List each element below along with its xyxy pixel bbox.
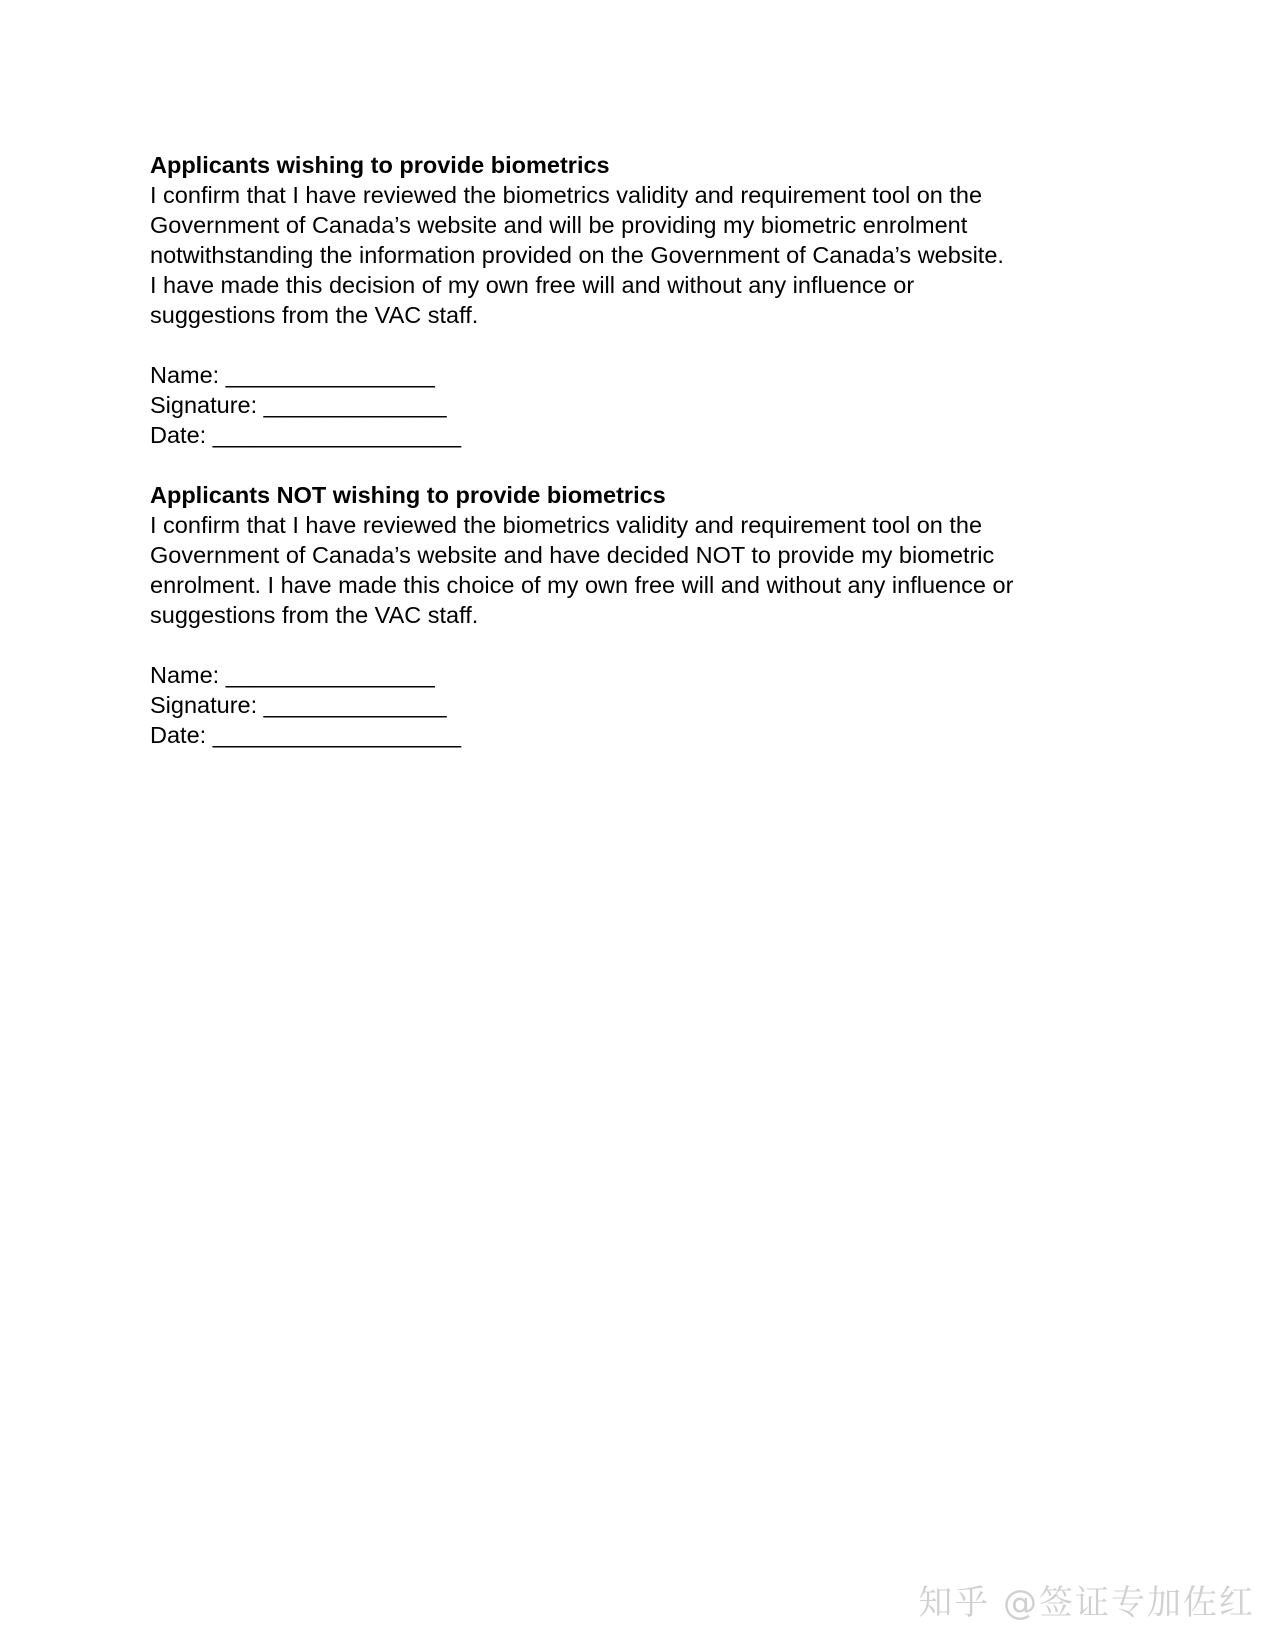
- signature-field[interactable]: [150, 390, 1150, 420]
- document-page: [150, 150, 1150, 750]
- name-label: Name:: [150, 662, 226, 688]
- date-label: Date:: [150, 422, 213, 448]
- paragraph-line: Government of Canada’s website and will be providing my biometric enrolment: [150, 212, 968, 238]
- section-paragraph: [150, 510, 1150, 630]
- signature-fields: [150, 660, 1150, 750]
- section-provide-biometrics: [150, 150, 1150, 450]
- date-blank[interactable]: ___________________: [212, 422, 462, 448]
- name-blank[interactable]: ________________: [225, 362, 435, 388]
- paragraph-line: enrolment. I have made this choice of my own free will and without any influence or: [150, 572, 1014, 598]
- signature-field[interactable]: [150, 690, 1150, 720]
- name-field[interactable]: [150, 660, 1150, 690]
- paragraph-line: I confirm that I have reviewed the biometrics validity and requirement tool on the: [150, 182, 983, 208]
- section-spacer: [150, 450, 1150, 480]
- section-paragraph: [150, 180, 1150, 330]
- signature-label: Signature:: [150, 692, 264, 718]
- date-field[interactable]: [150, 720, 1150, 750]
- section-not-provide-biometrics: [150, 480, 1150, 750]
- signature-blank[interactable]: ______________: [263, 692, 447, 718]
- name-field[interactable]: [150, 360, 1150, 390]
- signature-blank[interactable]: ______________: [263, 392, 447, 418]
- paragraph-line: suggestions from the VAC staff.: [150, 602, 479, 628]
- signature-fields: [150, 360, 1150, 450]
- section-heading: Applicants NOT wishing to provide biometrics: [150, 482, 666, 508]
- section-heading: Applicants wishing to provide biometrics: [150, 152, 610, 178]
- name-blank[interactable]: ________________: [225, 662, 435, 688]
- paragraph-line: notwithstanding the information provided on the Government of Canada’s website.: [150, 242, 1004, 268]
- paragraph-line: suggestions from the VAC staff.: [150, 302, 479, 328]
- date-blank[interactable]: ___________________: [212, 722, 462, 748]
- date-label: Date:: [150, 722, 213, 748]
- paragraph-line: I have made this decision of my own free will and without any influence or: [150, 272, 915, 298]
- paragraph-line: I confirm that I have reviewed the biometrics validity and requirement tool on the: [150, 512, 983, 538]
- watermark: 知乎 @签证专加佐红: [918, 1583, 1255, 1623]
- name-label: Name:: [150, 362, 226, 388]
- signature-label: Signature:: [150, 392, 264, 418]
- date-field[interactable]: [150, 420, 1150, 450]
- paragraph-line: Government of Canada’s website and have decided NOT to provide my biometric: [150, 542, 995, 568]
